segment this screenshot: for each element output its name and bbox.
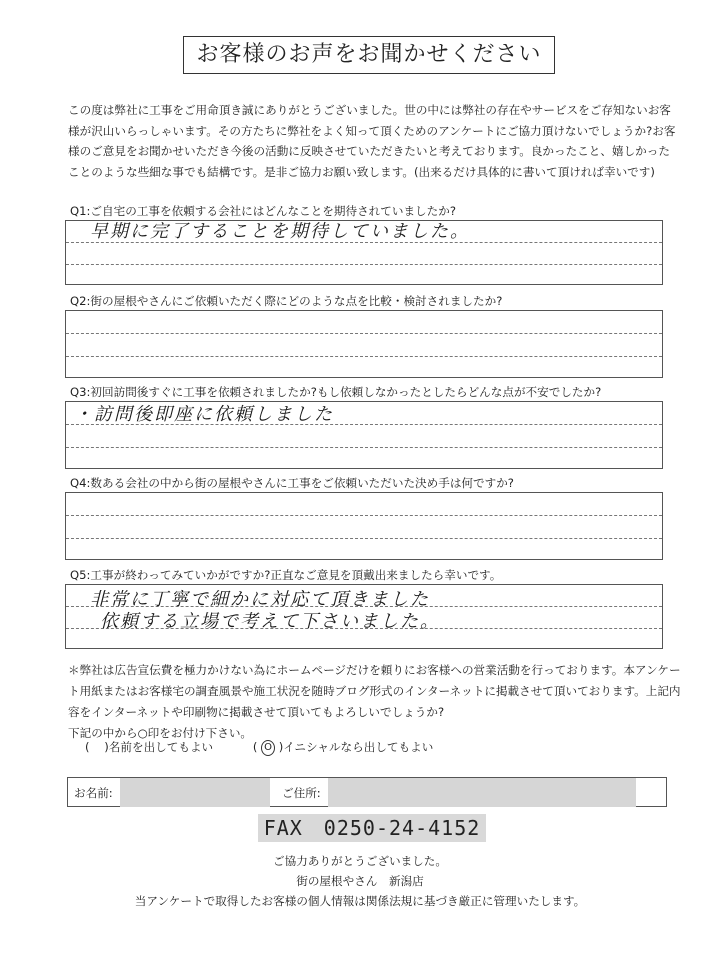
thanks-text: ご協力ありがとうございました。 — [273, 854, 447, 868]
option-full-name-label: )名前を出してもよい — [104, 740, 214, 754]
question-4-label: Q4:数ある会社の中から街の屋根やさんに工事をご依頼いただいた決め手は何ですか? — [70, 476, 514, 490]
question-3-label: Q3:初回訪問後すぐに工事を依頼されましたか?もし依頼しなかったとしたらどんな点が不安でしたか? — [70, 385, 602, 399]
name-field-redacted[interactable] — [120, 778, 270, 807]
answer-5-line-1: 非常に丁寧で細かに対応て頂きました — [90, 589, 430, 610]
consent-options — [85, 739, 469, 756]
question-1-label: Q1:ご自宅の工事を依頼する会社にはどんなことを期待されていましたか? — [70, 204, 456, 218]
question-2-label: Q2:街の屋根やさんにご依頼いただく際にどのような点を比較・検討されましたか? — [70, 294, 503, 308]
answer-3-line-1: ・訪問後即座に依頼しました — [74, 404, 334, 425]
answer-box-2[interactable] — [65, 310, 663, 378]
privacy-note: 当アンケートで取得したお客様の個人情報は関係法規に基づき厳正に管理いたします。 — [134, 894, 586, 908]
answer-box-5[interactable] — [65, 584, 663, 649]
publication-note-text: ＊弊社は広告宣伝費を極力かけない為にホームページだけを頼りにお客様への営業活動を行っております。本アンケート用紙またはお客様宅の調査風景や施工状況を随時ブログ形式のインターネットに掲載させて頂いております。上記内容をインターネットや印刷物に掲載させて頂いてもよろしいでしょうか? — [68, 663, 681, 719]
answer-box-4[interactable] — [65, 492, 663, 560]
answer-5-line-2: 依頼する立場で考えて下さいました。 — [100, 611, 440, 632]
answer-1-line-1: 早期に完了することを期待していました。 — [90, 221, 470, 242]
option-initials-mark: O — [261, 740, 275, 756]
option-initials-label: )イニシャルなら出してもよい — [278, 740, 434, 754]
publication-note — [68, 660, 683, 744]
choose-prompt: 下記の中から○印をお付け下さい。 — [68, 726, 253, 740]
page-title: お客様のお声をお聞かせください — [183, 36, 555, 74]
contact-box — [67, 777, 667, 807]
address-label: ご住所: — [282, 786, 321, 800]
option-full-name[interactable]: ( )名前を出してもよい — [85, 740, 214, 754]
question-5-label: Q5:工事が終わってみていかがですか?正直なご意見を頂戴出来ましたら幸いです。 — [70, 568, 502, 582]
answer-box-1[interactable] — [65, 220, 663, 285]
name-label: お名前: — [74, 786, 113, 800]
company-name: 街の屋根やさん 新潟店 — [296, 874, 424, 888]
intro-text: この度は弊社に工事をご用命頂き誠にありがとうございました。世の中には弊社の存在やサービスをご存知ないお客様が沢山いらっしゃいます。その方たちに弊社をよく知って頂くためのアンケートにご協力頂けないでしょうか?お客様のご意見をお聞かせいただき今後の活動に反映させていただきたいと考えております。良かったこと、嬉しかったことのような些細な事でも結構です。是非ご協力お願い致します。(出来るだけ具体的に書いて頂ければ幸いです) — [68, 103, 676, 179]
fax-number: FAX 0250-24-4152 — [258, 814, 486, 842]
address-field-redacted[interactable] — [328, 778, 636, 807]
answer-box-3[interactable] — [65, 401, 663, 469]
option-initials[interactable]: ( O )イニシャルなら出してもよい — [252, 740, 434, 754]
